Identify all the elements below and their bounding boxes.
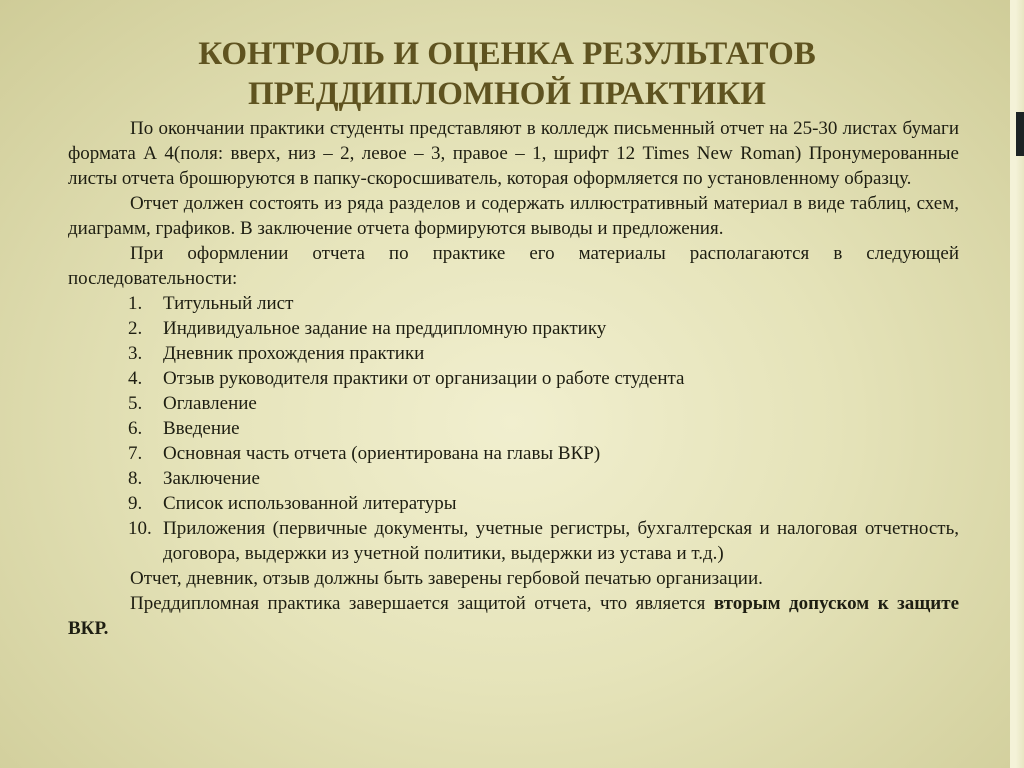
list-item [68,416,959,441]
list-item [68,366,959,391]
list-item [68,491,959,516]
list-item-number: 1. [128,293,143,314]
list-item-text: Титульный лист [163,293,294,314]
list-item [68,316,959,341]
page-title [70,34,944,114]
defense-text: Преддипломная практика завершается защитой отчета, что является [130,593,714,614]
list-item-number: 5. [128,393,143,414]
list-item-text: Введение [163,418,240,439]
list-item-text: Список использованной литературы [163,493,457,514]
list-item [68,516,959,566]
list-item-number: 2. [128,318,143,339]
paragraph-certification: Отчет, дневник, отзыв должны быть заверены гербовой печатью организации. [130,568,763,589]
list-item [68,391,959,416]
list-item-number: 7. [128,443,143,464]
paragraph-defense [68,591,959,641]
title-line-2: ПРЕДДИПЛОМНОЙ ПРАКТИКИ [248,76,766,112]
paragraph-report-requirements: По окончании практики студенты представляют в колледж письменный отчет на 25-30 листах бумаги формата А 4(поля: вверх, низ – 2, левое – 3, правое – 1, шрифт 12 Times New Roman) Пронумерованные листы отчета брошюруются в папку-скоросшиватель, которая оформляется по установленному образцу. [68,118,959,189]
report-sections-list [68,291,959,566]
paragraph-report-order: При оформлении отчета по практике его материалы располагаются в следующей последовательности: [68,243,959,289]
right-edge-tab [1016,112,1024,156]
list-item [68,441,959,466]
list-item [68,341,959,366]
list-item-number: 4. [128,368,143,389]
list-item-text: Дневник прохождения практики [163,343,425,364]
list-item-number: 8. [128,468,143,489]
list-item-number: 9. [128,493,143,514]
list-item-text: Отзыв руководителя практики от организации о работе студента [163,368,685,389]
list-item [68,291,959,316]
list-item-text: Заключение [163,468,260,489]
paragraph-report-structure: Отчет должен состоять из ряда разделов и содержать иллюстративный материал в виде таблиц, схем, диаграмм, графиков. В заключение отчета формируются выводы и предложения. [68,193,959,239]
slide-body [68,116,959,641]
list-item-number: 10. [128,518,152,539]
list-item-text: Индивидуальное задание на преддипломную практику [163,318,607,339]
list-item-text: Основная часть отчета (ориентирована на главы ВКР) [163,443,601,464]
list-item-text: Приложения (первичные документы, учетные регистры, бухгалтерская и налоговая отчетность, договора, выдержки из учетной политики, выдержки из устава и т.д.) [163,518,959,564]
list-item-number: 3. [128,343,143,364]
list-item [68,466,959,491]
list-item-text: Оглавление [163,393,257,414]
defense-emphasis: вторым допуском к защите ВКР. [68,593,959,639]
title-line-1: КОНТРОЛЬ И ОЦЕНКА РЕЗУЛЬТАТОВ [198,36,816,72]
list-item-number: 6. [128,418,143,439]
